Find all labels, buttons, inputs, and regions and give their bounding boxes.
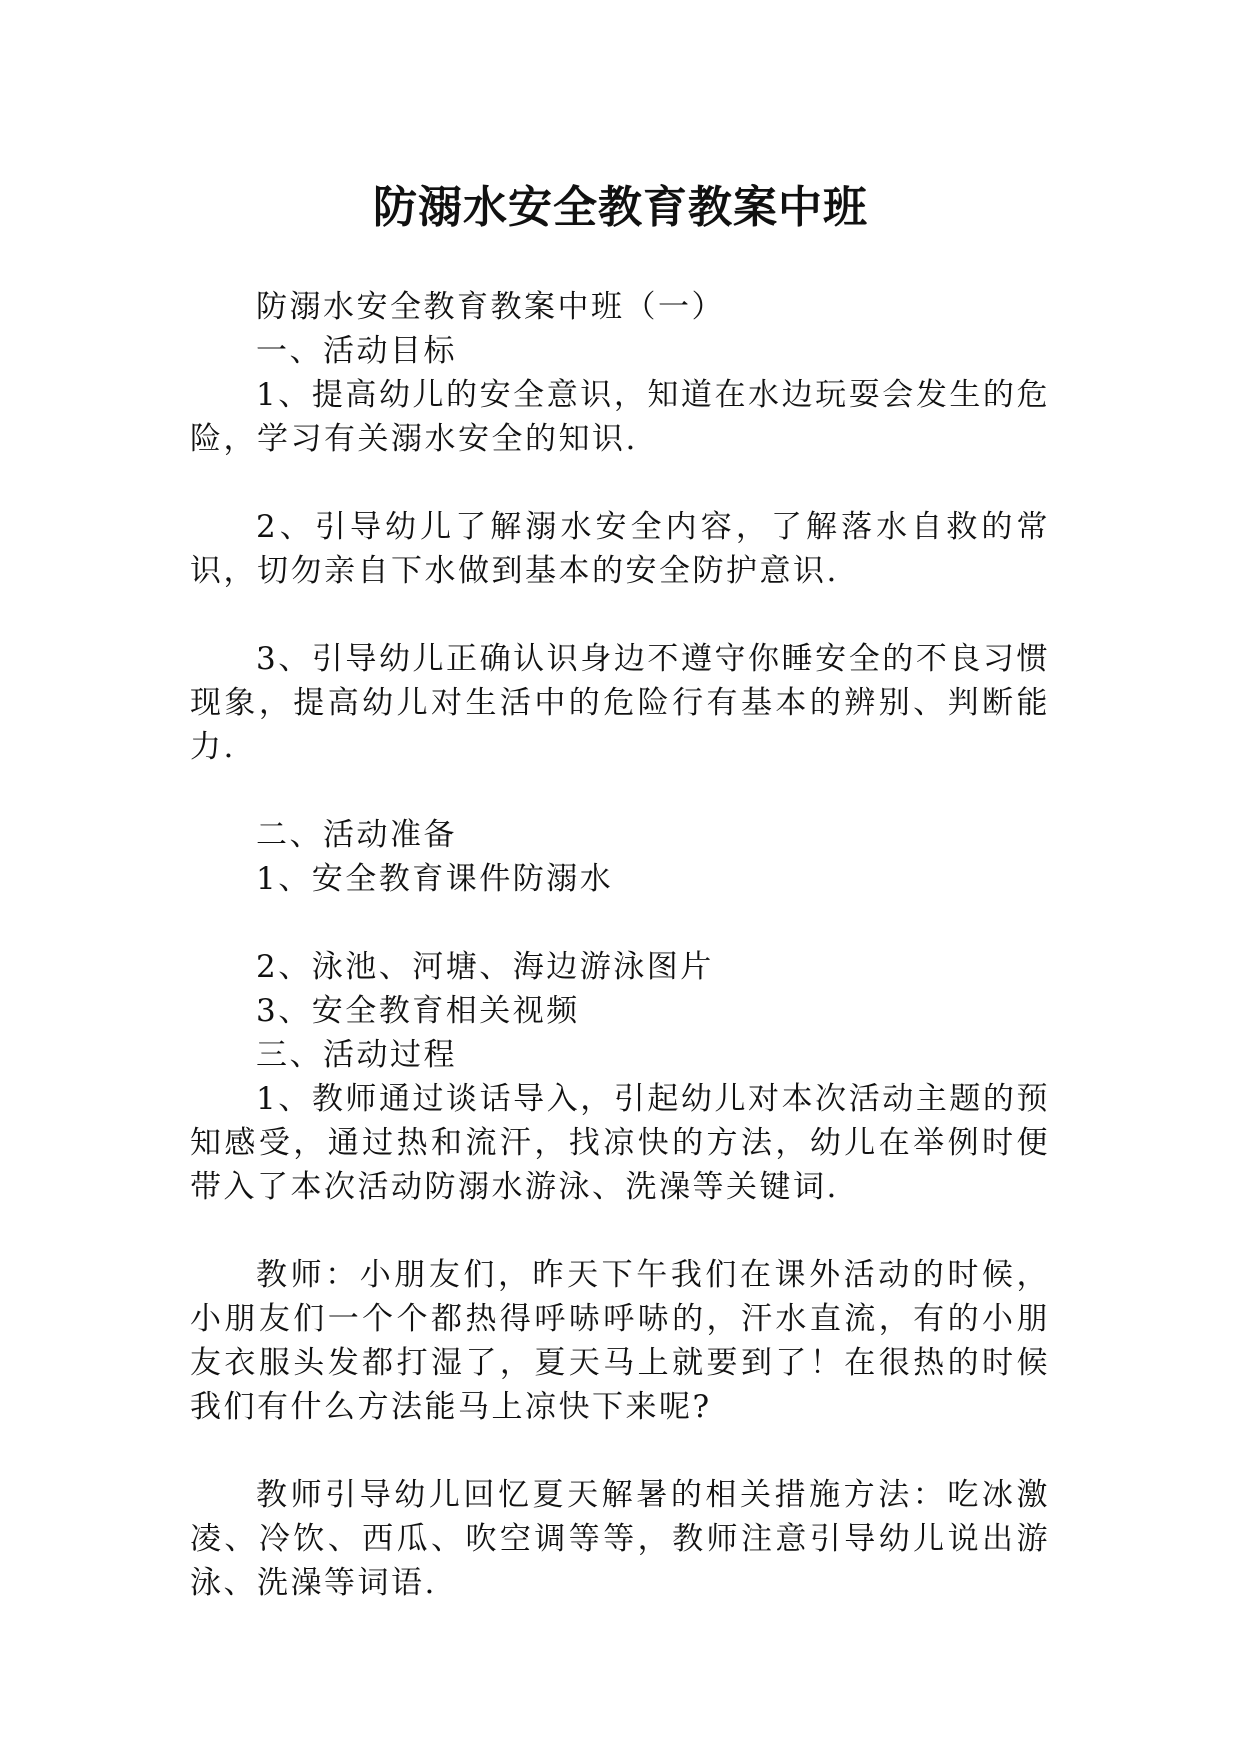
heading-activity-goals: 一、活动目标 bbox=[256, 333, 457, 369]
teacher-guidance: 教师引导幼儿回忆夏天解暑的相关措施方法：吃冰激凌、冷饮、西瓜、吹空调等等，教师注意引导幼儿说出游泳、洗澡等词语. bbox=[190, 1477, 1050, 1601]
process-item-1: 1、教师通过谈话导入，引起幼儿对本次活动主题的预知感受，通过热和流汗，找凉快的方法，幼儿在举例时便带入了本次活动防溺水游泳、洗澡等关键词. bbox=[190, 1081, 1050, 1205]
preparation-item-1: 1、安全教育课件防溺水 bbox=[256, 861, 614, 897]
heading-activity-preparation: 二、活动准备 bbox=[256, 817, 457, 853]
goal-item-3: 3、引导幼儿正确认识身边不遵守你睡安全的不良习惯现象，提高幼儿对生活中的危险行有基本的辨别、判断能力. bbox=[190, 641, 1050, 765]
document-body bbox=[190, 285, 1050, 1605]
goal-item-2: 2、引导幼儿了解溺水安全内容，了解落水自救的常识，切勿亲自下水做到基本的安全防护意识. bbox=[190, 509, 1050, 589]
preparation-item-3: 3、安全教育相关视频 bbox=[256, 993, 580, 1029]
heading-activity-process: 三、活动过程 bbox=[256, 1037, 457, 1073]
goal-item-1: 1、提高幼儿的安全意识，知道在水边玩耍会发生的危险，学习有关溺水安全的知识. bbox=[190, 377, 1050, 457]
preparation-item-2: 2、泳池、河塘、海边游泳图片 bbox=[256, 949, 714, 985]
teacher-dialogue: 教师：小朋友们，昨天下午我们在课外活动的时候，小朋友们一个个都热得呼哧呼哧的，汗水直流，有的小朋友衣服头发都打湿了，夏天马上就要到了！在很热的时候我们有什么方法能马上凉快下来呢? bbox=[190, 1257, 1050, 1425]
section-heading-part-1: 防溺水安全教育教案中班（一） bbox=[256, 289, 725, 325]
document-title: 防溺水安全教育教案中班 bbox=[373, 182, 868, 233]
